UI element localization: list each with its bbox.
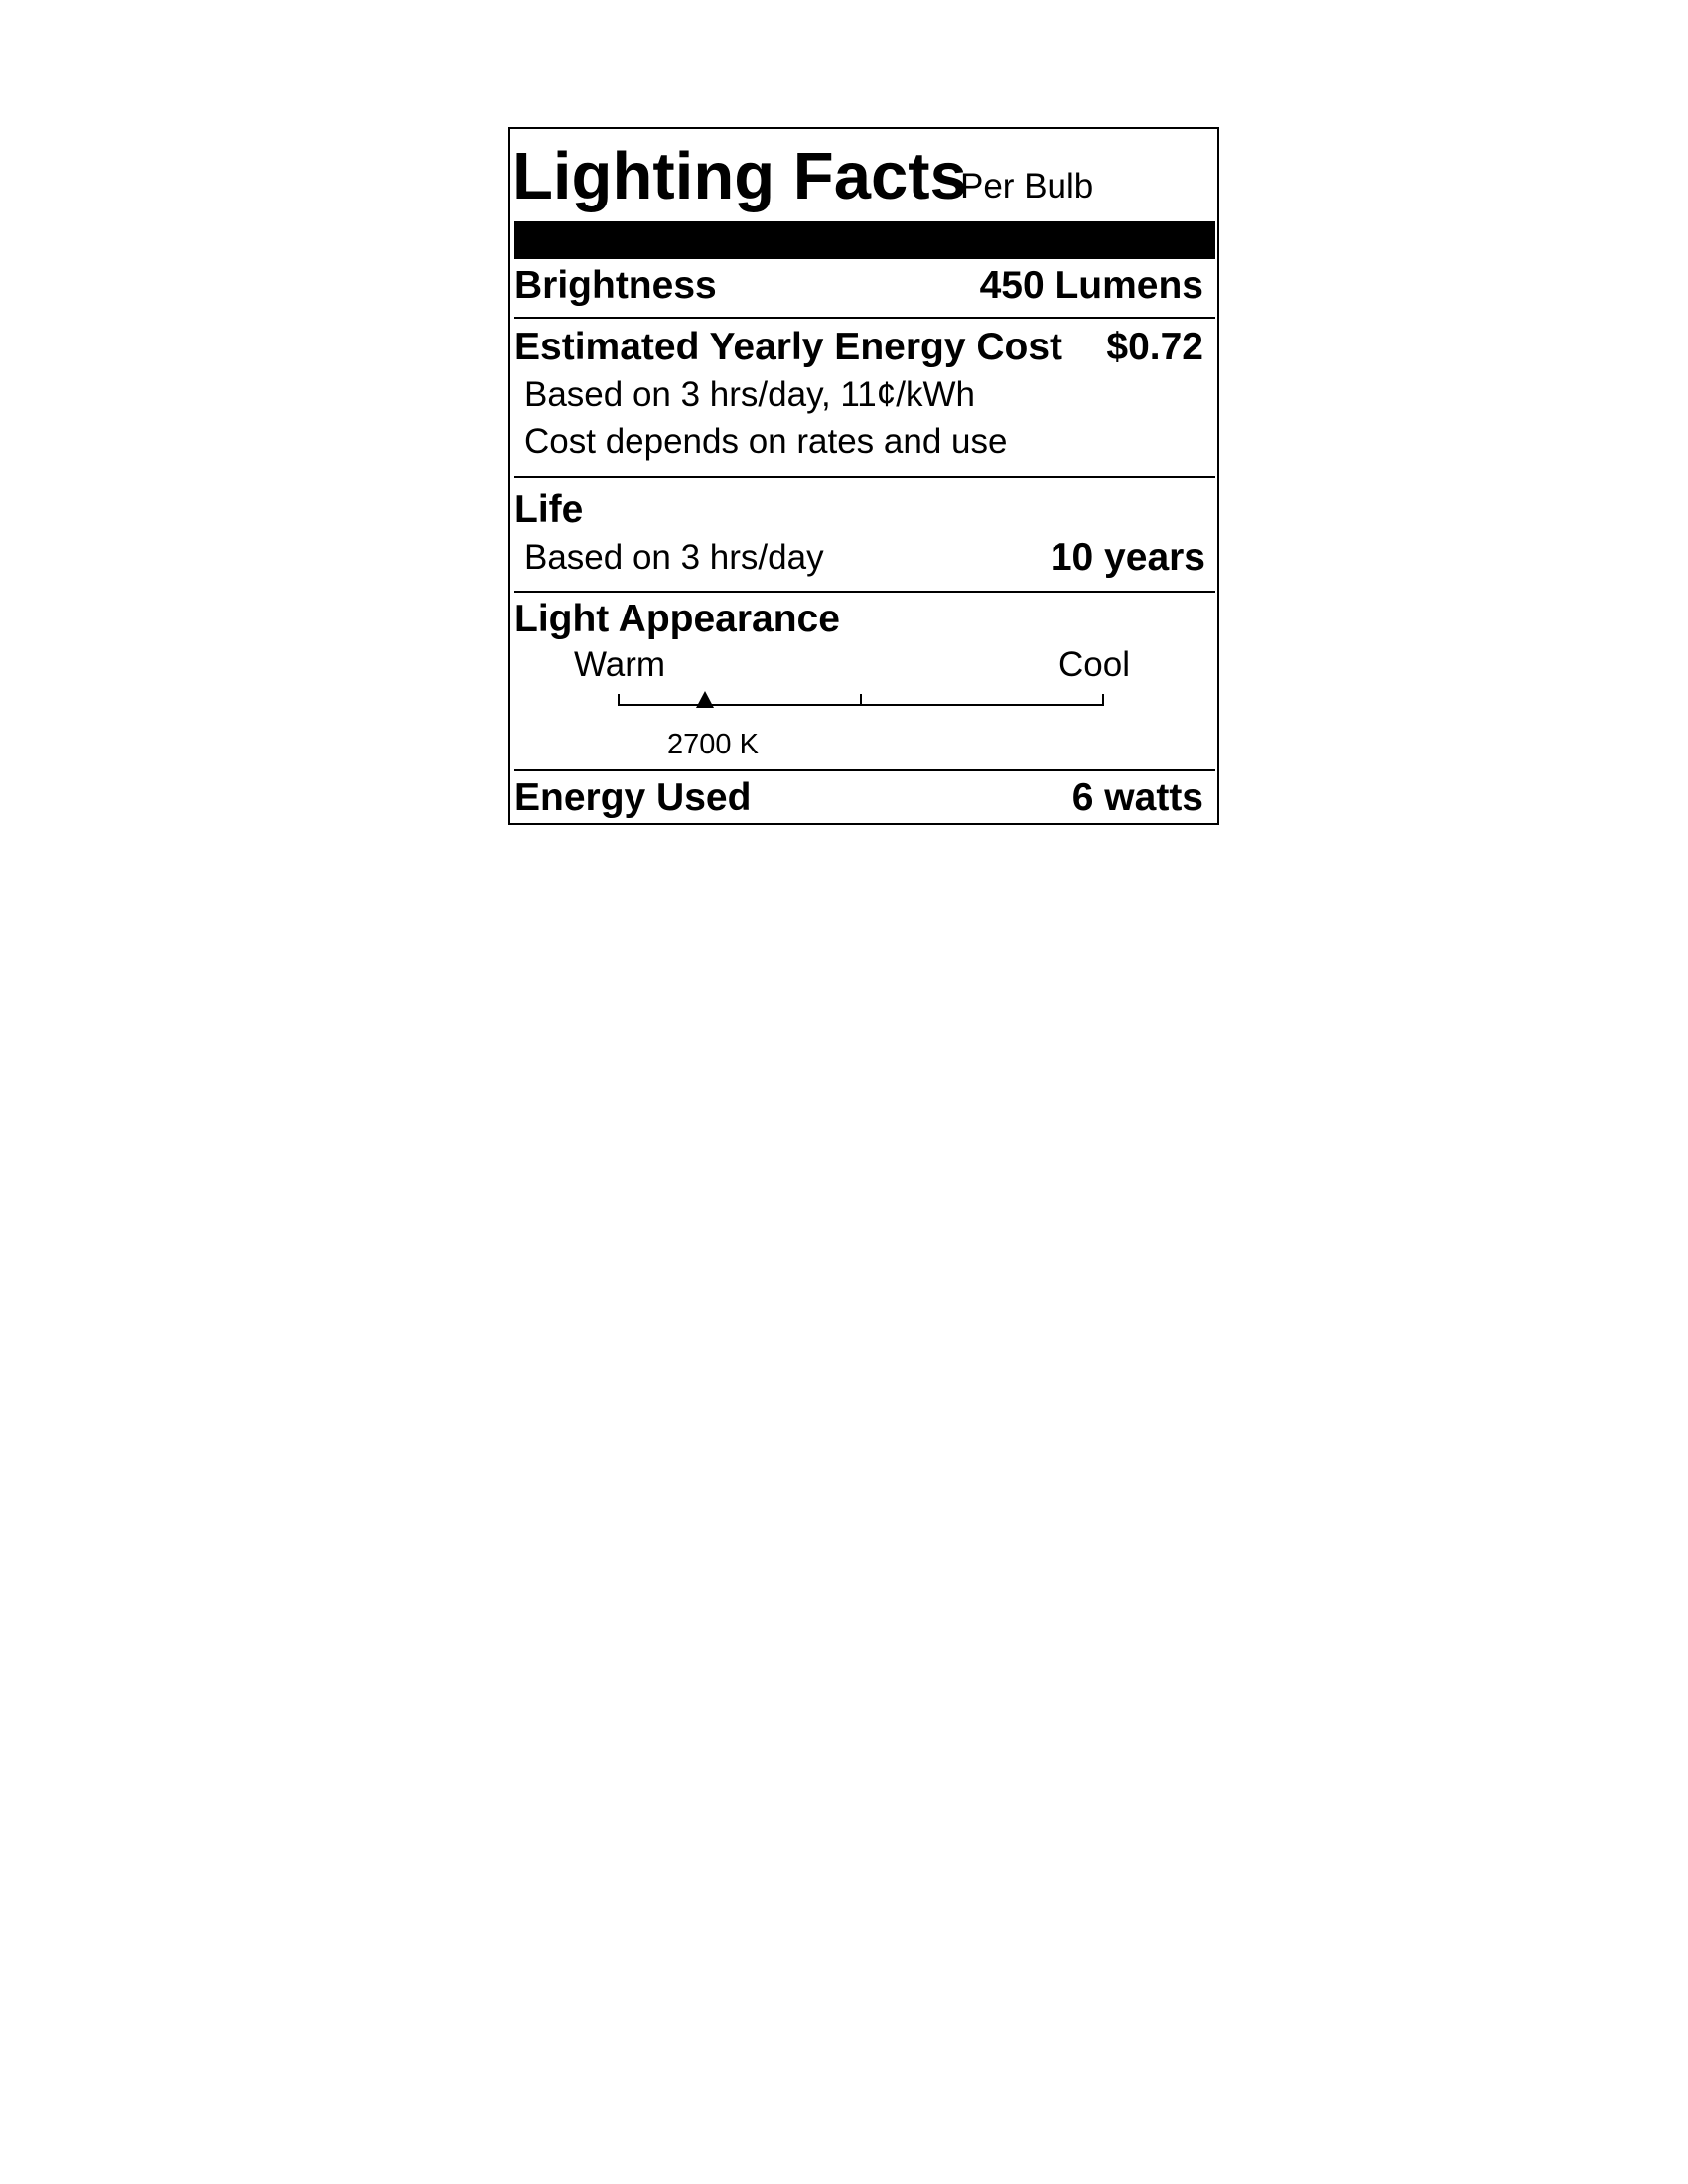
- scale-tick-left: [618, 694, 620, 706]
- energy-cost-value: $0.72: [1106, 326, 1203, 368]
- brightness-label: Brightness: [514, 264, 717, 307]
- energy-cost-note-2: Cost depends on rates and use: [524, 422, 1008, 461]
- color-temperature-scale: [618, 691, 1104, 711]
- header-bar: [514, 221, 1215, 259]
- label-title: Lighting Facts: [512, 139, 967, 213]
- brightness-value: 450 Lumens: [979, 264, 1203, 307]
- light-appearance-label: Light Appearance: [514, 598, 840, 640]
- cool-label: Cool: [1058, 645, 1130, 684]
- warm-label: Warm: [574, 645, 666, 684]
- label-subtitle: Per Bulb: [960, 167, 1094, 205]
- life-label: Life: [514, 488, 584, 531]
- life-value: 10 years: [1050, 536, 1205, 579]
- scale-tick-right: [1102, 694, 1104, 706]
- life-note: Based on 3 hrs/day: [524, 538, 824, 577]
- divider: [514, 476, 1215, 478]
- divider: [514, 769, 1215, 771]
- scale-tick-middle: [860, 694, 862, 706]
- energy-used-label: Energy Used: [514, 776, 752, 819]
- lighting-facts-label: [508, 127, 1219, 825]
- color-temperature-value: 2700 K: [667, 729, 759, 760]
- energy-cost-label: Estimated Yearly Energy Cost: [514, 326, 1063, 368]
- color-temperature-marker: [696, 691, 714, 708]
- divider: [514, 591, 1215, 593]
- divider: [514, 317, 1215, 319]
- energy-cost-note-1: Based on 3 hrs/day, 11¢/kWh: [524, 375, 975, 414]
- energy-used-value: 6 watts: [1071, 776, 1203, 819]
